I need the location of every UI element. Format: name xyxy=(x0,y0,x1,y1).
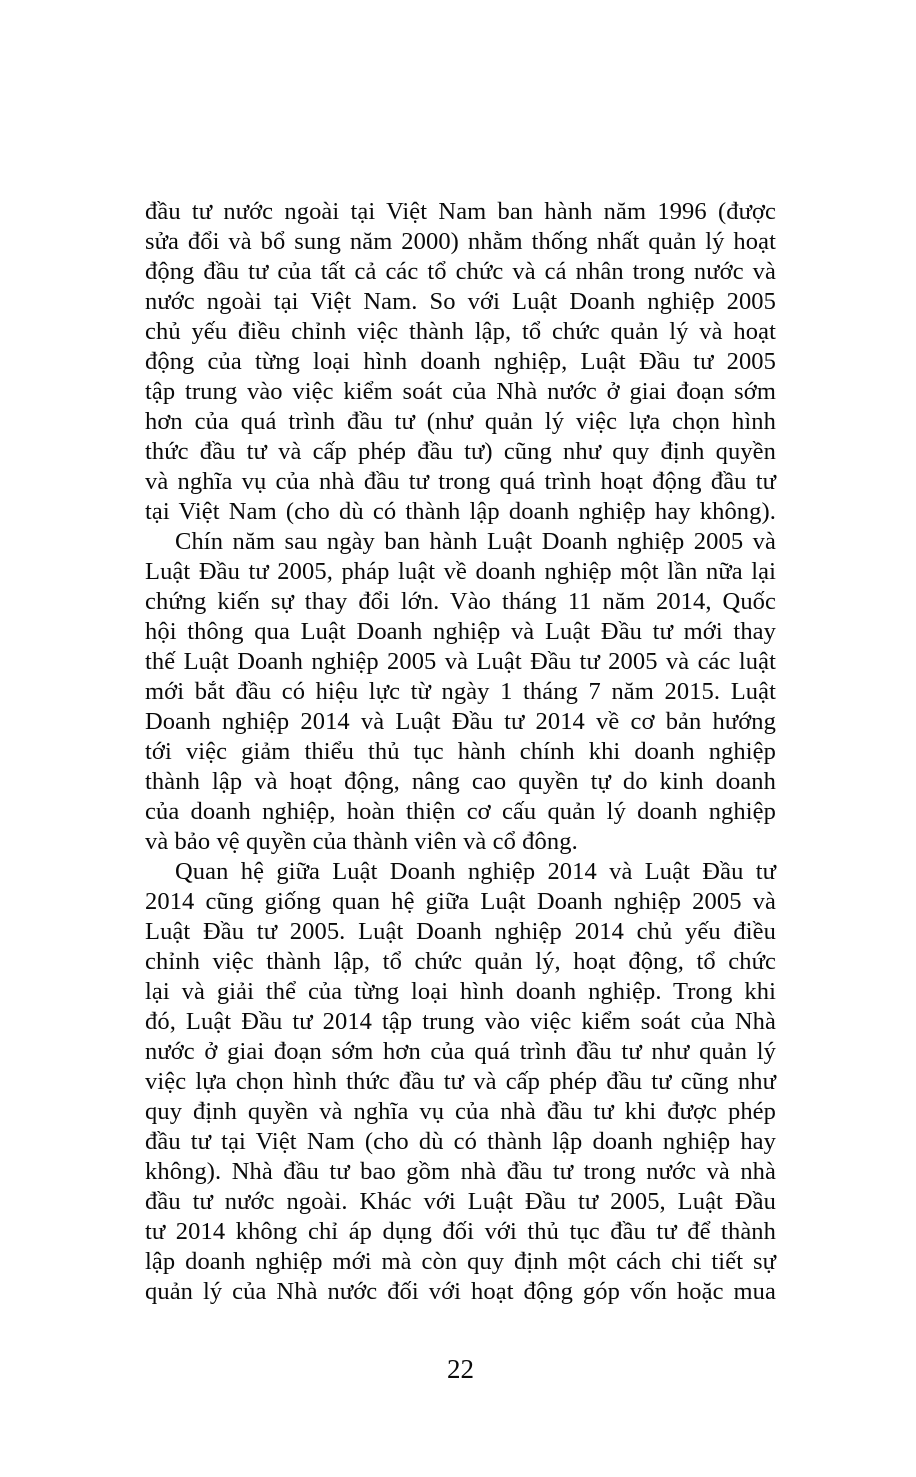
text-line: đó, Luật Đầu tư 2014 tập trung vào việc kiểm soát của Nhà xyxy=(145,1008,776,1035)
text-line: thành lập và hoạt động, nâng cao quyền tự do kinh doanh xyxy=(145,768,776,795)
text-line: mới bắt đầu có hiệu lực từ ngày 1 tháng 7 năm 2015. Luật xyxy=(145,678,776,705)
body-text xyxy=(145,197,776,1307)
text-line: tư 2014 không chỉ áp dụng đối với thủ tục đầu tư để thành xyxy=(145,1218,776,1245)
text-line: Quan hệ giữa Luật Doanh nghiệp 2014 và Luật Đầu tư xyxy=(175,858,776,885)
text-line: không). Nhà đầu tư bao gồm nhà đầu tư trong nước và nhà xyxy=(145,1158,776,1185)
text-line: nước ở giai đoạn sớm hơn của quá trình đầu tư như quản lý xyxy=(145,1038,776,1065)
text-line: đầu tư tại Việt Nam (cho dù có thành lập doanh nghiệp hay xyxy=(145,1128,776,1155)
text-line: của doanh nghiệp, hoàn thiện cơ cấu quản lý doanh nghiệp xyxy=(145,798,776,825)
text-line: tập trung vào việc kiểm soát của Nhà nước ở giai đoạn sớm xyxy=(145,378,776,405)
text-line: tới việc giảm thiểu thủ tục hành chính khi doanh nghiệp xyxy=(145,738,776,765)
text-line: việc lựa chọn hình thức đầu tư và cấp phép đầu tư cũng như xyxy=(145,1068,776,1095)
text-line: hơn của quá trình đầu tư (như quản lý việc lựa chọn hình xyxy=(145,408,776,435)
text-line: động của từng loại hình doanh nghiệp, Luật Đầu tư 2005 xyxy=(145,348,776,375)
text-line: Luật Đầu tư 2005. Luật Doanh nghiệp 2014 chủ yếu điều xyxy=(145,918,776,945)
paragraph xyxy=(145,857,776,1307)
text-line: quản lý của Nhà nước đối với hoạt động góp vốn hoặc mua xyxy=(145,1278,776,1305)
text-line: lại và giải thể của từng loại hình doanh nghiệp. Trong khi xyxy=(145,978,776,1005)
page-number: 22 xyxy=(447,1354,474,1384)
text-line: hội thông qua Luật Doanh nghiệp và Luật Đầu tư mới thay xyxy=(145,618,776,645)
text-line: đầu tư nước ngoài tại Việt Nam ban hành năm 1996 (được xyxy=(145,198,776,225)
text-line: thức đầu tư và cấp phép đầu tư) cũng như quy định quyền xyxy=(145,438,776,465)
text-line: Doanh nghiệp 2014 và Luật Đầu tư 2014 về cơ bản hướng xyxy=(145,708,776,735)
text-line: Chín năm sau ngày ban hành Luật Doanh nghiệp 2005 và xyxy=(175,528,776,555)
text-line: đầu tư nước ngoài. Khác với Luật Đầu tư 2005, Luật Đầu xyxy=(145,1188,776,1215)
text-line: tại Việt Nam (cho dù có thành lập doanh nghiệp hay không). xyxy=(145,498,776,525)
paragraph xyxy=(145,197,776,527)
text-line: sửa đổi và bổ sung năm 2000) nhằm thống nhất quản lý hoạt xyxy=(145,228,776,255)
text-line: chứng kiến sự thay đổi lớn. Vào tháng 11 năm 2014, Quốc xyxy=(145,588,776,615)
paragraph xyxy=(145,527,776,857)
text-line: quy định quyền và nghĩa vụ của nhà đầu tư khi được phép xyxy=(145,1098,776,1125)
text-line: chủ yếu điều chỉnh việc thành lập, tổ chức quản lý và hoạt xyxy=(145,318,776,345)
text-line: và bảo vệ quyền của thành viên và cổ đông. xyxy=(145,828,578,855)
text-line: thế Luật Doanh nghiệp 2005 và Luật Đầu tư 2005 và các luật xyxy=(145,648,776,675)
text-line: và nghĩa vụ của nhà đầu tư trong quá trình hoạt động đầu tư xyxy=(145,468,776,495)
text-line: động đầu tư của tất cả các tổ chức và cá nhân trong nước và xyxy=(145,258,776,285)
text-line: chỉnh việc thành lập, tổ chức quản lý, hoạt động, tổ chức xyxy=(145,948,776,975)
text-line: Luật Đầu tư 2005, pháp luật về doanh nghiệp một lần nữa lại xyxy=(145,558,776,585)
text-line: nước ngoài tại Việt Nam. So với Luật Doanh nghiệp 2005 xyxy=(145,288,776,315)
text-line: lập doanh nghiệp mới mà còn quy định một cách chi tiết sự xyxy=(145,1248,776,1275)
text-line: 2014 cũng giống quan hệ giữa Luật Doanh nghiệp 2005 và xyxy=(145,888,776,915)
